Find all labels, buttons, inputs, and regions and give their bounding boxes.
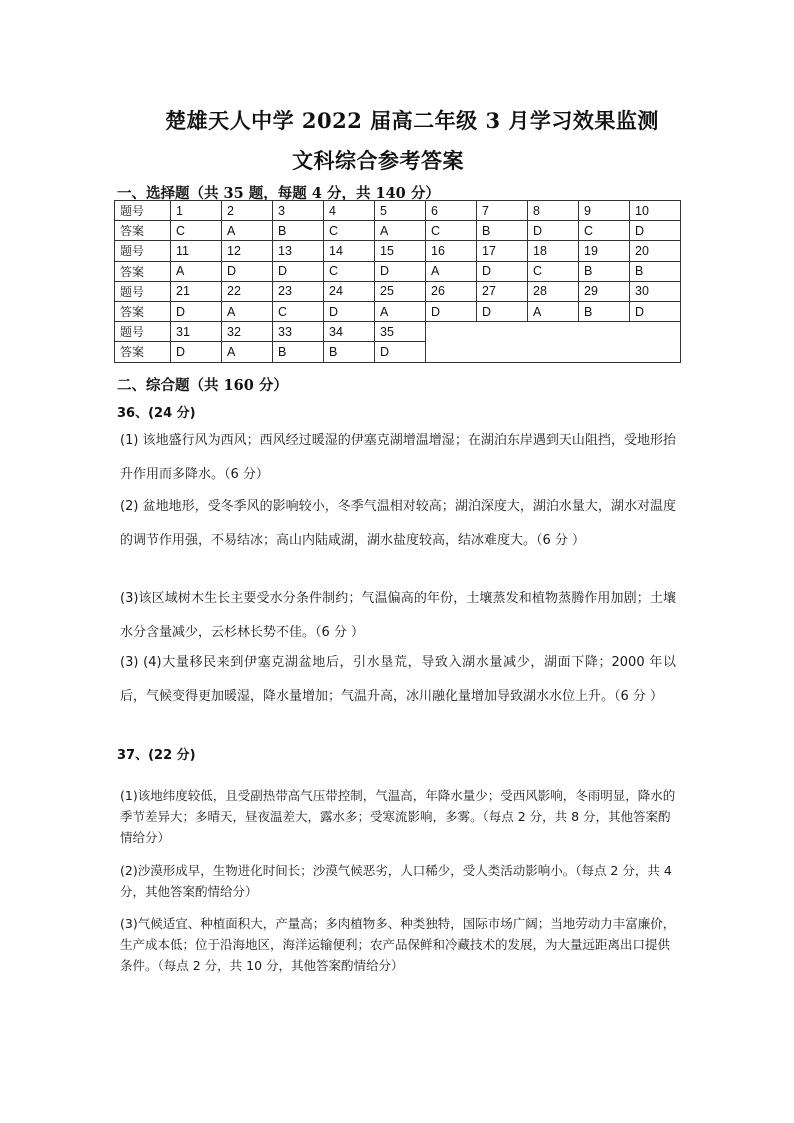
answer-cell: B xyxy=(273,221,324,241)
question-number-cell: 10 xyxy=(630,201,681,221)
question-number-cell: 32 xyxy=(222,322,273,342)
question-number-cell: 26 xyxy=(426,281,477,301)
answer-cell: B xyxy=(324,342,375,362)
question-number-cell: 2 xyxy=(222,201,273,221)
question-number-cell: 22 xyxy=(222,281,273,301)
question-number-cell: 14 xyxy=(324,241,375,261)
question-number-cell: 21 xyxy=(171,281,222,301)
question-number-cell: 27 xyxy=(477,281,528,301)
answer-cell: B xyxy=(579,261,630,281)
answer-cell: D xyxy=(477,261,528,281)
question-number-cell: 8 xyxy=(528,201,579,221)
section1-heading: 一、选择题（共 35 题，每题 4 分，共 140 分） xyxy=(117,185,440,202)
question-number-row xyxy=(115,241,681,261)
answer-cell: C xyxy=(273,301,324,321)
question-number-cell: 16 xyxy=(426,241,477,261)
answer-row xyxy=(115,301,681,321)
question-number-cell: 3 xyxy=(273,201,324,221)
answer-cell: C xyxy=(528,261,579,281)
question-number-cell: 13 xyxy=(273,241,324,261)
q37-part1: (1)该地纬度较低，且受副热带高气压带控制，气温高，年降水量少；受西风影响，冬雨明显，降水的季节差异大；多晴天，昼夜温差大，露水多；受寒流影响，多雾。（每点 2 分，共 8 分，其他答案酌情给分） xyxy=(120,788,676,845)
row-label-answer: 答案 xyxy=(115,342,171,362)
row-label-question: 题号 xyxy=(115,322,171,342)
question-number-row xyxy=(115,322,681,342)
answer-cell: D xyxy=(273,261,324,281)
question-number-cell: 11 xyxy=(171,241,222,261)
question-number-cell: 18 xyxy=(528,241,579,261)
row-label-question: 题号 xyxy=(115,241,171,261)
answer-cell: B xyxy=(477,221,528,241)
question-number-cell: 33 xyxy=(273,322,324,342)
question-number-cell: 25 xyxy=(375,281,426,301)
answer-cell: A xyxy=(222,221,273,241)
q36-label: 36、(24 分) xyxy=(117,406,196,421)
answer-cell: D xyxy=(171,342,222,362)
page-subtitle: 文科综合参考答案 xyxy=(292,148,464,173)
question-number-cell: 20 xyxy=(630,241,681,261)
q37-label: 37、(22 分) xyxy=(117,748,196,763)
question-number-cell: 4 xyxy=(324,201,375,221)
question-number-cell: 1 xyxy=(171,201,222,221)
question-number-cell: 31 xyxy=(171,322,222,342)
q37-part3: (3)气候适宜、种植面积大，产量高；多肉植物多、种类独特，国际市场广阔；当地劳动力丰富廉价，生产成本低；位于沿海地区，海洋运输便利；农产品保鲜和冷藏技术的发展，为大量远距离出口提供条件。（每点 2 分，共 10 分，其他答案酌情给分） xyxy=(120,916,676,973)
answer-cell: A xyxy=(426,261,477,281)
row-label-question: 题号 xyxy=(115,201,171,221)
answer-row xyxy=(115,261,681,281)
question-number-cell: 9 xyxy=(579,201,630,221)
answer-cell: C xyxy=(324,261,375,281)
row-label-answer: 答案 xyxy=(115,301,171,321)
question-number-cell: 19 xyxy=(579,241,630,261)
answer-cell: D xyxy=(171,301,222,321)
section2-heading: 二、综合题（共 160 分） xyxy=(117,377,288,394)
q36-part3: (3)该区域树木生长主要受水分条件制约；气温偏高的年份，土壤蒸发和植物蒸腾作用加剧；土壤水分含量减少，云杉林长势不佳。（6 分 ） xyxy=(120,591,676,640)
blank-cell xyxy=(426,322,681,362)
answer-cell: A xyxy=(222,342,273,362)
answer-cell: A xyxy=(171,261,222,281)
answer-cell: D xyxy=(324,301,375,321)
question-number-cell: 23 xyxy=(273,281,324,301)
question-number-cell: 17 xyxy=(477,241,528,261)
question-number-cell: 5 xyxy=(375,201,426,221)
q36-part1: (1) 该地盛行风为西风；西风经过暖湿的伊塞克湖增温增湿；在湖泊东岸遇到天山阻挡，受地形抬升作用而多降水。（6 分） xyxy=(120,433,676,482)
question-number-cell: 30 xyxy=(630,281,681,301)
question-number-row xyxy=(115,201,681,221)
answer-cell: D xyxy=(477,301,528,321)
question-number-row xyxy=(115,281,681,301)
question-number-cell: 15 xyxy=(375,241,426,261)
answer-cell: A xyxy=(222,301,273,321)
answer-cell: C xyxy=(426,221,477,241)
question-number-cell: 24 xyxy=(324,281,375,301)
row-label-answer: 答案 xyxy=(115,261,171,281)
answer-cell: A xyxy=(375,221,426,241)
answer-cell: C xyxy=(171,221,222,241)
q37-part2: (2)沙漠形成早，生物进化时间长；沙漠气候恶劣，人口稀少，受人类活动影响小。（每点 2 分，共 4 分，其他答案酌情给分） xyxy=(120,863,672,899)
answer-row xyxy=(115,221,681,241)
answer-cell: C xyxy=(579,221,630,241)
q36-part4: (3) (4)大量移民来到伊塞克湖盆地后，引水垦荒，导致入湖水量减少，湖面下降；2000 年以后，气候变得更加暖湿，降水量增加；气温升高，冰川融化量增加导致湖水水位上升。（6 分 ） xyxy=(120,655,676,704)
answer-table xyxy=(114,200,681,363)
answer-cell: D xyxy=(630,301,681,321)
answer-cell: C xyxy=(324,221,375,241)
q36-part2: (2) 盆地地形，受冬季风的影响较小，冬季气温相对较高；湖泊深度大，湖泊水量大，湖水对温度的调节作用强，不易结冰；高山内陆咸湖，湖水盐度较高，结冰难度大。（6 分 ） xyxy=(120,499,676,548)
answer-cell: B xyxy=(579,301,630,321)
question-number-cell: 6 xyxy=(426,201,477,221)
row-label-answer: 答案 xyxy=(115,221,171,241)
question-number-cell: 28 xyxy=(528,281,579,301)
answer-cell: A xyxy=(375,301,426,321)
question-number-cell: 7 xyxy=(477,201,528,221)
answer-cell: D xyxy=(375,261,426,281)
answer-cell: D xyxy=(222,261,273,281)
question-number-cell: 29 xyxy=(579,281,630,301)
question-number-cell: 34 xyxy=(324,322,375,342)
question-number-cell: 12 xyxy=(222,241,273,261)
answer-cell: D xyxy=(375,342,426,362)
row-label-question: 题号 xyxy=(115,281,171,301)
question-number-cell: 35 xyxy=(375,322,426,342)
answer-cell: D xyxy=(630,221,681,241)
page-title: 楚雄天人中学 2022 届高二年级 3 月学习效果监测 xyxy=(165,108,659,133)
answer-cell: D xyxy=(426,301,477,321)
answer-cell: D xyxy=(528,221,579,241)
answer-cell: A xyxy=(528,301,579,321)
answer-cell: B xyxy=(630,261,681,281)
answer-cell: B xyxy=(273,342,324,362)
